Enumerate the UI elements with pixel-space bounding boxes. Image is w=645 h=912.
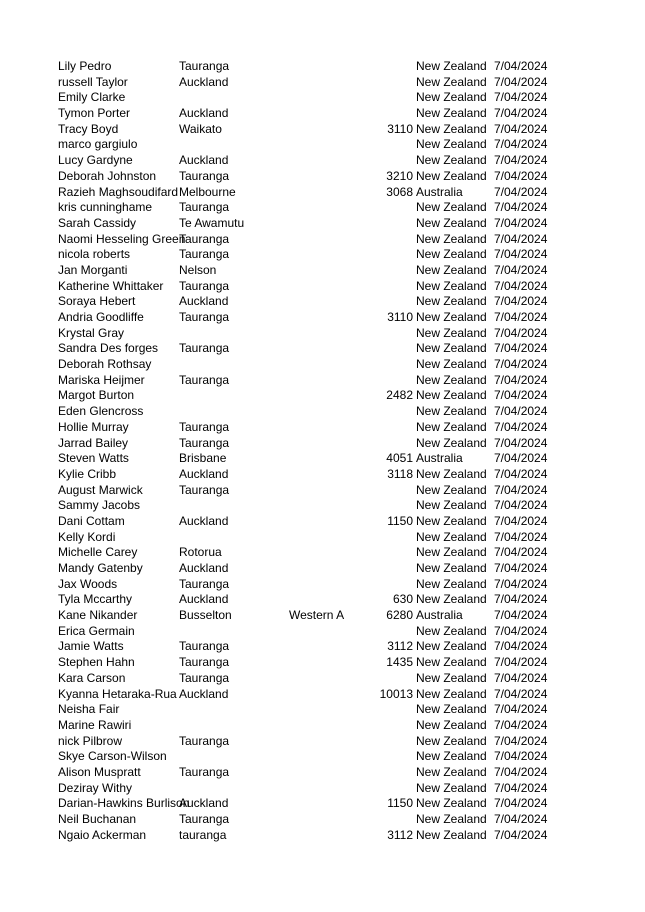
country-cell: Australia xyxy=(416,608,463,623)
postcode-cell: 3068 xyxy=(386,184,413,199)
date-cell: 7/04/2024 xyxy=(494,561,548,575)
table-row xyxy=(0,514,645,530)
date-cell: 7/04/2024 xyxy=(494,278,548,293)
name-cell: Razieh Maghsoudifard xyxy=(58,184,179,199)
city-cell: Nelson xyxy=(179,262,217,277)
city-cell: Tauranga xyxy=(179,764,230,779)
date-cell: 7/04/2024 xyxy=(494,247,548,262)
table-row xyxy=(0,796,645,812)
table-row xyxy=(0,608,645,624)
city-cell: Tauranga xyxy=(179,655,230,670)
name-cell: marco gargiulo xyxy=(58,137,138,152)
table-row xyxy=(0,404,645,420)
table-row xyxy=(0,153,645,169)
city-cell: Auckland xyxy=(179,592,229,607)
country-cell: New Zealand xyxy=(416,247,487,262)
country-cell: New Zealand xyxy=(416,435,487,450)
date-cell: 7/04/2024 xyxy=(494,655,548,670)
name-cell: nick Pilbrow xyxy=(58,733,123,748)
name-cell: Sandra Des forges xyxy=(58,341,159,356)
name-cell: Tymon Porter xyxy=(58,106,131,121)
date-cell: 7/04/2024 xyxy=(494,262,548,277)
city-cell: Rotorua xyxy=(179,545,222,560)
table-row xyxy=(0,373,645,389)
date-cell: 7/04/2024 xyxy=(494,153,548,168)
city-cell: Auckland xyxy=(179,106,229,121)
country-cell: New Zealand xyxy=(416,733,487,748)
date-cell: 7/04/2024 xyxy=(494,435,548,450)
country-cell: New Zealand xyxy=(416,153,487,168)
country-cell: New Zealand xyxy=(416,388,487,403)
country-cell: New Zealand xyxy=(416,404,487,419)
date-cell: 7/04/2024 xyxy=(494,200,548,215)
city-cell: Tauranga xyxy=(179,372,230,387)
city-cell: Auckland xyxy=(179,686,229,701)
postcode-cell: 6280 xyxy=(386,608,413,623)
country-cell: Australia xyxy=(416,184,463,199)
country-cell: New Zealand xyxy=(416,90,487,105)
name-cell: Kelly Kordi xyxy=(58,529,116,544)
date-cell: 7/04/2024 xyxy=(494,812,548,826)
name-cell: Jamie Watts xyxy=(58,639,124,654)
country-cell: New Zealand xyxy=(416,466,487,481)
name-cell: Sarah Cassidy xyxy=(58,215,137,230)
country-cell: New Zealand xyxy=(416,168,487,183)
country-cell: Australia xyxy=(416,451,463,466)
table-row xyxy=(0,671,645,687)
date-cell: 7/04/2024 xyxy=(494,121,548,136)
table-row xyxy=(0,75,645,91)
postcode-cell: 2482 xyxy=(386,388,413,403)
country-cell: New Zealand xyxy=(416,372,487,387)
city-cell: Tauranga xyxy=(179,482,230,497)
city-cell: Tauranga xyxy=(179,639,230,654)
date-cell: 7/04/2024 xyxy=(494,498,548,513)
city-cell: Tauranga xyxy=(179,435,230,450)
name-cell: Jarrad Bailey xyxy=(58,435,129,450)
city-cell: Brisbane xyxy=(179,451,227,466)
postcode-cell: 3112 xyxy=(387,639,413,654)
name-cell: Marine Rawiri xyxy=(58,717,132,732)
date-cell: 7/04/2024 xyxy=(494,670,548,685)
name-cell: kris cunninghame xyxy=(58,200,153,215)
country-cell: New Zealand xyxy=(416,200,487,215)
city-cell: Melbourne xyxy=(179,184,236,199)
date-cell: 7/04/2024 xyxy=(494,482,548,497)
table-row xyxy=(0,232,645,248)
table-row xyxy=(0,577,645,593)
country-cell: New Zealand xyxy=(416,623,487,638)
city-cell: Auckland xyxy=(179,294,229,309)
table-row xyxy=(0,451,645,467)
country-cell: New Zealand xyxy=(416,780,487,795)
table-row xyxy=(0,59,645,75)
country-cell: New Zealand xyxy=(416,670,487,685)
table-row xyxy=(0,561,645,577)
name-cell: Mandy Gatenby xyxy=(58,561,143,575)
date-cell: 7/04/2024 xyxy=(494,294,548,309)
table-row xyxy=(0,718,645,734)
city-cell: Tauranga xyxy=(179,231,230,246)
table-row xyxy=(0,545,645,561)
city-cell: Auckland xyxy=(179,153,229,168)
city-cell: Auckland xyxy=(179,513,229,528)
name-cell: Eden Glencross xyxy=(58,404,144,419)
table-row xyxy=(0,279,645,295)
spreadsheet-table xyxy=(0,59,645,843)
country-cell: New Zealand xyxy=(416,513,487,528)
table-row xyxy=(0,749,645,765)
date-cell: 7/04/2024 xyxy=(494,137,548,152)
name-cell: Emily Clarke xyxy=(58,90,126,105)
name-cell: Tracy Boyd xyxy=(58,121,119,136)
postcode-cell: 1435 xyxy=(386,655,413,670)
date-cell: 7/04/2024 xyxy=(494,545,548,560)
name-cell: Kara Carson xyxy=(58,670,126,685)
table-row xyxy=(0,592,645,608)
date-cell: 7/04/2024 xyxy=(494,529,548,544)
date-cell: 7/04/2024 xyxy=(494,686,548,701)
country-cell: New Zealand xyxy=(416,827,487,842)
name-cell: Lily Pedro xyxy=(58,59,112,73)
date-cell: 7/04/2024 xyxy=(494,717,548,732)
country-cell: New Zealand xyxy=(416,655,487,670)
country-cell: New Zealand xyxy=(416,325,487,340)
country-cell: New Zealand xyxy=(416,262,487,277)
table-row xyxy=(0,639,645,655)
country-cell: New Zealand xyxy=(416,545,487,560)
city-cell: Te Awamutu xyxy=(179,215,245,230)
name-cell: Hollie Murray xyxy=(58,419,129,434)
name-cell: Dani Cottam xyxy=(58,513,125,528)
country-cell: New Zealand xyxy=(416,294,487,309)
country-cell: New Zealand xyxy=(416,576,487,591)
date-cell: 7/04/2024 xyxy=(494,451,548,466)
table-row xyxy=(0,467,645,483)
city-cell: Auckland xyxy=(179,796,229,811)
country-cell: New Zealand xyxy=(416,121,487,136)
name-cell: Kane Nikander xyxy=(58,608,138,623)
city-cell: Tauranga xyxy=(179,247,230,262)
table-row xyxy=(0,483,645,499)
region-cell: Western A xyxy=(289,608,345,623)
name-cell: Deziray Withy xyxy=(58,780,133,795)
date-cell: 7/04/2024 xyxy=(494,372,548,387)
city-cell: tauranga xyxy=(179,827,227,842)
table-row xyxy=(0,734,645,750)
name-cell: Mariska Heijmer xyxy=(58,372,145,387)
country-cell: New Zealand xyxy=(416,686,487,701)
city-cell: Tauranga xyxy=(179,278,230,293)
country-cell: New Zealand xyxy=(416,812,487,826)
country-cell: New Zealand xyxy=(416,561,487,575)
table-row xyxy=(0,812,645,828)
table-row xyxy=(0,122,645,138)
table-row xyxy=(0,357,645,373)
country-cell: New Zealand xyxy=(416,278,487,293)
city-cell: Tauranga xyxy=(179,310,230,324)
date-cell: 7/04/2024 xyxy=(494,780,548,795)
country-cell: New Zealand xyxy=(416,419,487,434)
name-cell: Steven Watts xyxy=(58,451,129,466)
country-cell: New Zealand xyxy=(416,639,487,654)
table-row xyxy=(0,90,645,106)
date-cell: 7/04/2024 xyxy=(494,702,548,717)
date-cell: 7/04/2024 xyxy=(494,184,548,199)
city-cell: Auckland xyxy=(179,466,229,481)
postcode-cell: 3118 xyxy=(387,466,413,481)
table-row xyxy=(0,185,645,201)
name-cell: Darian-Hawkins Burlison xyxy=(58,796,190,811)
table-row xyxy=(0,765,645,781)
country-cell: New Zealand xyxy=(416,592,487,607)
name-cell: Skye Carson-Wilson xyxy=(58,749,167,764)
date-cell: 7/04/2024 xyxy=(494,310,548,324)
country-cell: New Zealand xyxy=(416,796,487,811)
city-cell: Tauranga xyxy=(179,419,230,434)
table-row xyxy=(0,326,645,342)
name-cell: Sammy Jacobs xyxy=(58,498,141,513)
postcode-cell: 3210 xyxy=(386,168,413,183)
name-cell: Soraya Hebert xyxy=(58,294,136,309)
city-cell: Tauranga xyxy=(179,341,230,356)
table-row xyxy=(0,137,645,153)
table-row xyxy=(0,420,645,436)
name-cell: nicola roberts xyxy=(58,247,131,262)
date-cell: 7/04/2024 xyxy=(494,592,548,607)
date-cell: 7/04/2024 xyxy=(494,513,548,528)
name-cell: Neisha Fair xyxy=(58,702,120,717)
city-cell: Tauranga xyxy=(179,168,230,183)
date-cell: 7/04/2024 xyxy=(494,608,548,623)
country-cell: New Zealand xyxy=(416,702,487,717)
city-cell: Auckland xyxy=(179,561,229,575)
table-row xyxy=(0,530,645,546)
table-row xyxy=(0,247,645,263)
date-cell: 7/04/2024 xyxy=(494,168,548,183)
table-row xyxy=(0,200,645,216)
date-cell: 7/04/2024 xyxy=(494,419,548,434)
name-cell: August Marwick xyxy=(58,482,143,497)
table-row xyxy=(0,828,645,844)
table-row xyxy=(0,106,645,122)
date-cell: 7/04/2024 xyxy=(494,388,548,403)
name-cell: Lucy Gardyne xyxy=(58,153,133,168)
postcode-cell: 1150 xyxy=(387,513,413,528)
name-cell: Stephen Hahn xyxy=(58,655,135,670)
country-cell: New Zealand xyxy=(416,310,487,324)
city-cell: Tauranga xyxy=(179,733,230,748)
name-cell: Jan Morganti xyxy=(58,262,128,277)
table-row xyxy=(0,310,645,326)
country-cell: New Zealand xyxy=(416,74,487,89)
postcode-cell: 3110 xyxy=(387,121,413,136)
table-row xyxy=(0,263,645,279)
name-cell: russell Taylor xyxy=(58,74,128,89)
table-row xyxy=(0,702,645,718)
date-cell: 7/04/2024 xyxy=(494,231,548,246)
name-cell: Alison Muspratt xyxy=(58,764,141,779)
country-cell: New Zealand xyxy=(416,341,487,356)
country-cell: New Zealand xyxy=(416,215,487,230)
date-cell: 7/04/2024 xyxy=(494,404,548,419)
table-row xyxy=(0,781,645,797)
date-cell: 7/04/2024 xyxy=(494,749,548,764)
table-row xyxy=(0,436,645,452)
postcode-cell: 1150 xyxy=(387,796,413,811)
date-cell: 7/04/2024 xyxy=(494,215,548,230)
name-cell: Kyanna Hetaraka-Rua xyxy=(58,686,177,701)
date-cell: 7/04/2024 xyxy=(494,59,548,73)
name-cell: Margot Burton xyxy=(58,388,135,403)
name-cell: Ngaio Ackerman xyxy=(58,827,147,842)
city-cell: Auckland xyxy=(179,74,229,89)
date-cell: 7/04/2024 xyxy=(494,764,548,779)
name-cell: Erica Germain xyxy=(58,623,135,638)
table-row xyxy=(0,498,645,514)
date-cell: 7/04/2024 xyxy=(494,827,548,842)
country-cell: New Zealand xyxy=(416,106,487,121)
name-cell: Katherine Whittaker xyxy=(58,278,164,293)
name-cell: Andria Goodliffe xyxy=(58,310,144,324)
date-cell: 7/04/2024 xyxy=(494,90,548,105)
name-cell: Kylie Cribb xyxy=(58,466,117,481)
name-cell: Krystal Gray xyxy=(58,325,125,340)
name-cell: Tyla Mccarthy xyxy=(58,592,133,607)
city-cell: Busselton xyxy=(179,608,232,623)
postcode-cell: 3112 xyxy=(387,827,413,842)
name-cell: Naomi Hesseling Green xyxy=(58,231,186,246)
country-cell: New Zealand xyxy=(416,482,487,497)
city-cell: Tauranga xyxy=(179,812,230,826)
name-cell: Jax Woods xyxy=(58,576,118,591)
postcode-cell: 10013 xyxy=(379,686,413,701)
city-cell: Tauranga xyxy=(179,670,230,685)
name-cell: Michelle Carey xyxy=(58,545,138,560)
table-row xyxy=(0,341,645,357)
table-row xyxy=(0,294,645,310)
country-cell: New Zealand xyxy=(416,529,487,544)
postcode-cell: 4051 xyxy=(386,451,413,466)
postcode-cell: 3110 xyxy=(387,310,413,324)
name-cell: Neil Buchanan xyxy=(58,812,137,826)
country-cell: New Zealand xyxy=(416,717,487,732)
city-cell: Tauranga xyxy=(179,59,230,73)
country-cell: New Zealand xyxy=(416,498,487,513)
date-cell: 7/04/2024 xyxy=(494,325,548,340)
table-row xyxy=(0,624,645,640)
date-cell: 7/04/2024 xyxy=(494,74,548,89)
date-cell: 7/04/2024 xyxy=(494,576,548,591)
country-cell: New Zealand xyxy=(416,749,487,764)
name-cell: Deborah Rothsay xyxy=(58,357,152,372)
table-row xyxy=(0,687,645,703)
postcode-cell: 630 xyxy=(392,592,413,607)
table-row xyxy=(0,169,645,185)
country-cell: New Zealand xyxy=(416,764,487,779)
table-row xyxy=(0,655,645,671)
name-cell: Deborah Johnston xyxy=(58,168,157,183)
country-cell: New Zealand xyxy=(416,231,487,246)
country-cell: New Zealand xyxy=(416,59,487,73)
table-row xyxy=(0,388,645,404)
table-row xyxy=(0,216,645,232)
country-cell: New Zealand xyxy=(416,357,487,372)
date-cell: 7/04/2024 xyxy=(494,341,548,356)
city-cell: Waikato xyxy=(179,121,222,136)
city-cell: Tauranga xyxy=(179,576,230,591)
date-cell: 7/04/2024 xyxy=(494,733,548,748)
date-cell: 7/04/2024 xyxy=(494,639,548,654)
date-cell: 7/04/2024 xyxy=(494,796,548,811)
date-cell: 7/04/2024 xyxy=(494,623,548,638)
date-cell: 7/04/2024 xyxy=(494,466,548,481)
date-cell: 7/04/2024 xyxy=(494,106,548,121)
date-cell: 7/04/2024 xyxy=(494,357,548,372)
country-cell: New Zealand xyxy=(416,137,487,152)
city-cell: Tauranga xyxy=(179,200,230,215)
